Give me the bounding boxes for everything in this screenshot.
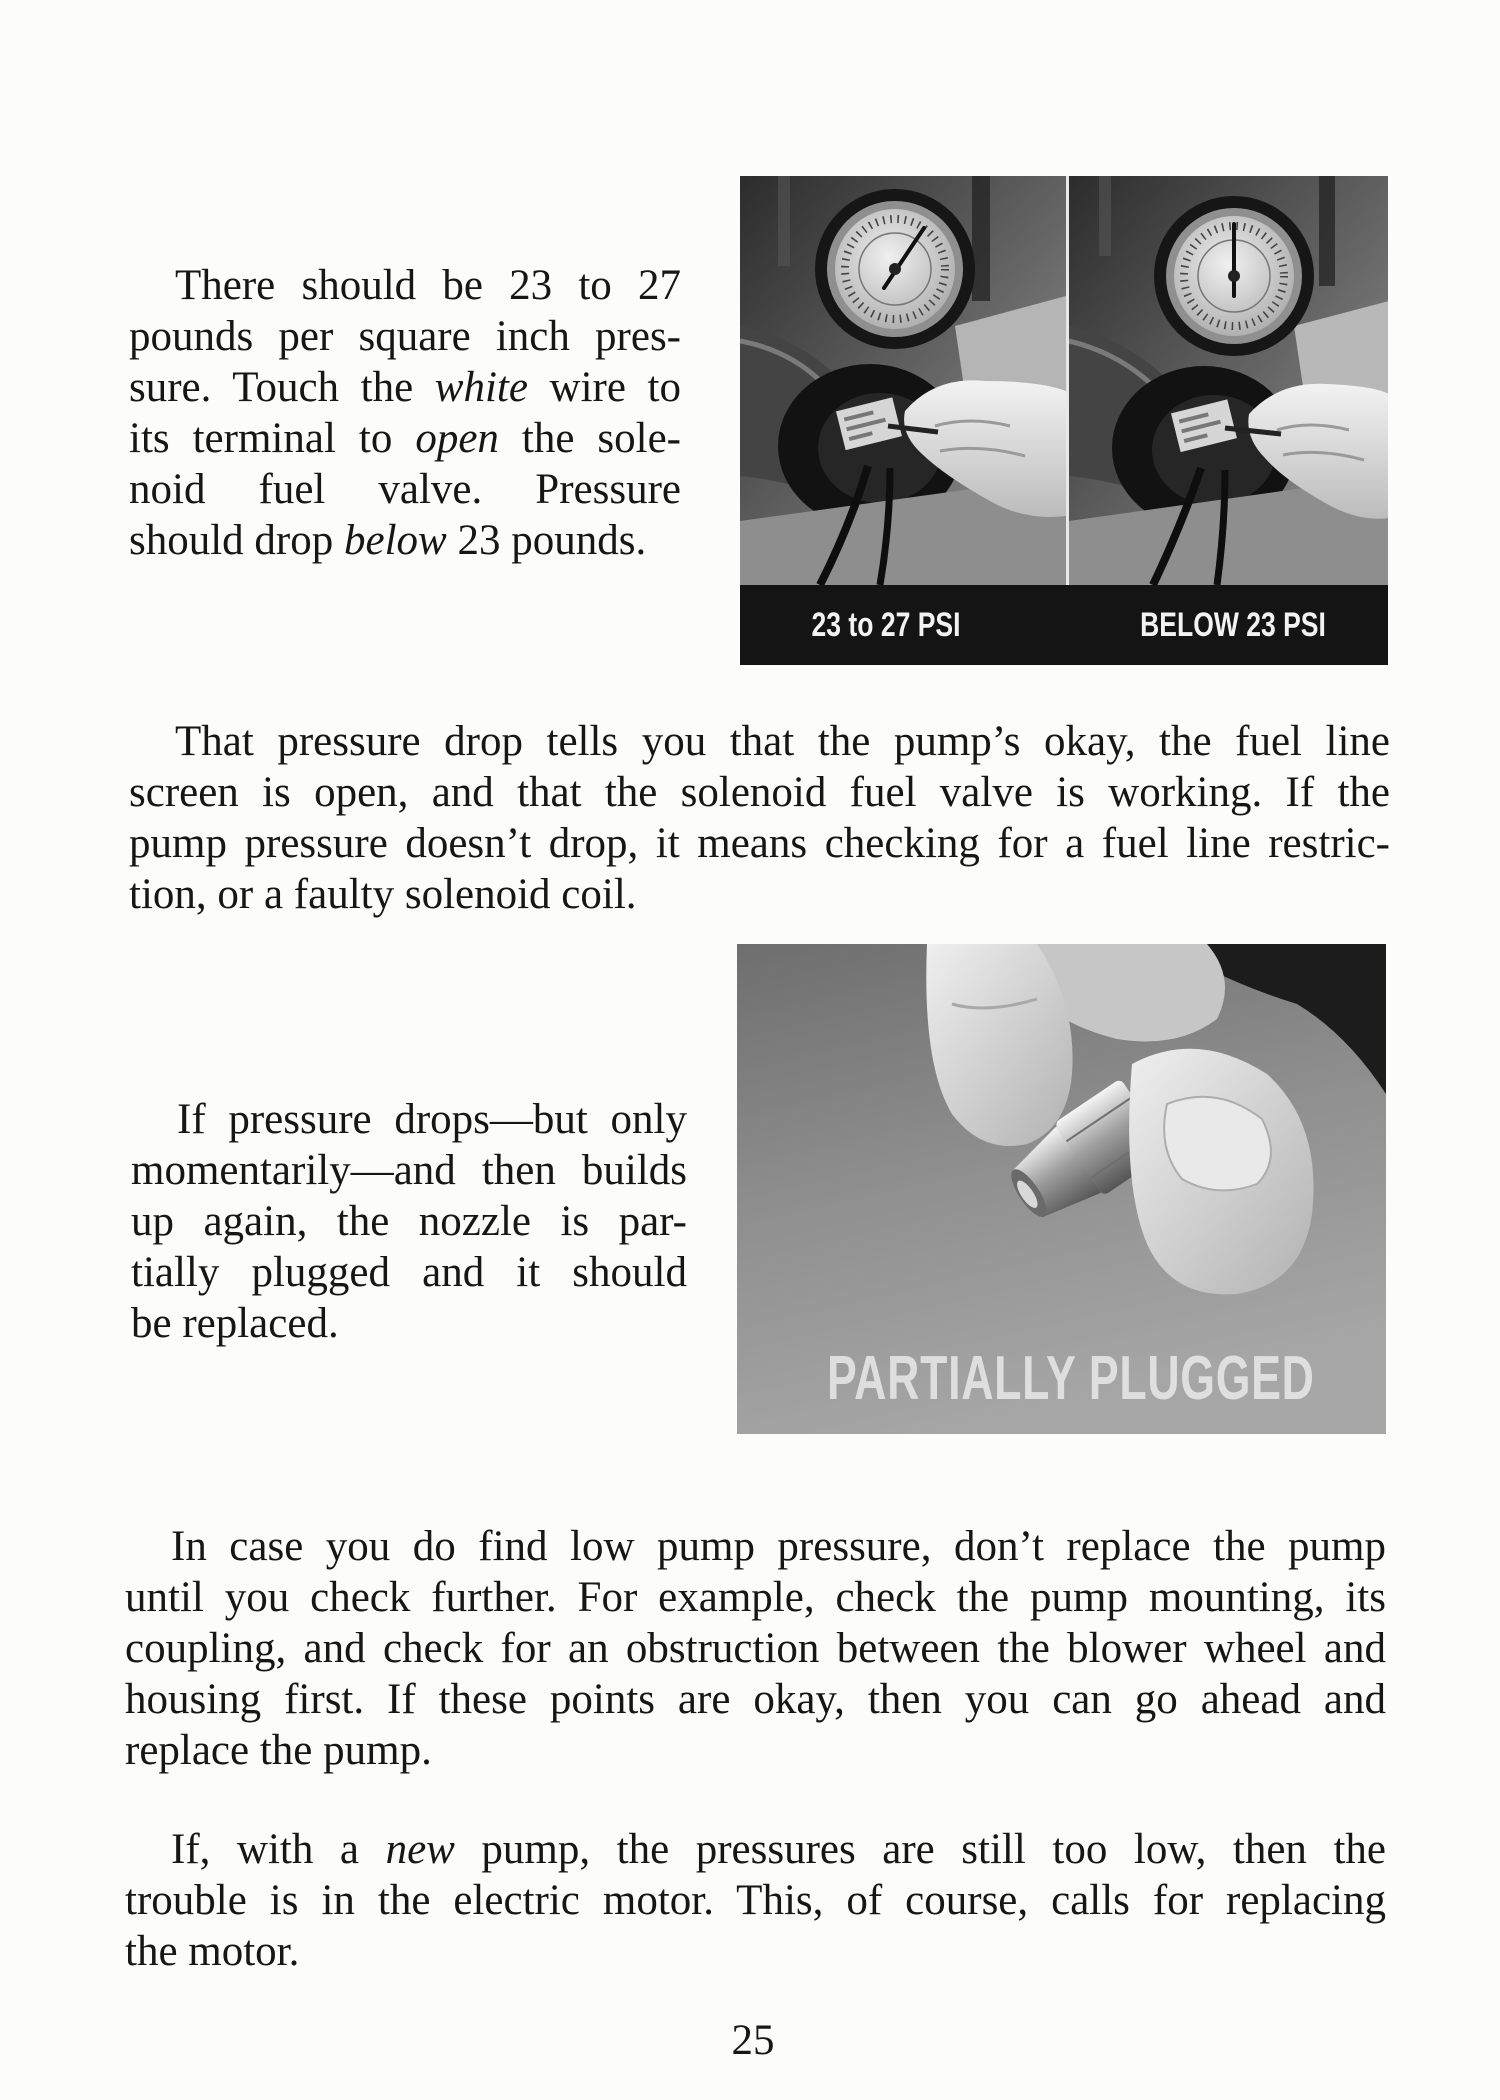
paragraph-low-pump-pressure (125, 1521, 1386, 1776)
text-line (125, 1926, 1386, 1977)
right-photo-panel (1069, 176, 1388, 585)
text-line (129, 362, 681, 413)
text-run: should drop (129, 517, 344, 564)
text-run: pounds per square inch pres- (129, 313, 681, 360)
paragraph-solenoid-valve-test (129, 260, 681, 566)
text-run: tially plugged and it should (131, 1249, 687, 1296)
text-run: pump pressure doesn’t drop, it means checking for a fuel line restric- (129, 820, 1390, 867)
text-run: There should be 23 to 27 (175, 262, 681, 309)
text-line (125, 1725, 1386, 1776)
text-line (131, 1094, 687, 1145)
text-line (129, 413, 681, 464)
text-line (125, 1875, 1386, 1926)
text-line (129, 716, 1390, 767)
text-run: In case you do find low pump pressure, don’t replace the pump (171, 1523, 1386, 1570)
text-line (129, 869, 1390, 920)
text-run: tion, or a faulty solenoid coil. (129, 871, 637, 918)
text-line (131, 1298, 687, 1349)
text-run: screen is open, and that the solenoid fuel valve is working. If the (129, 769, 1390, 816)
text-line (125, 1824, 1386, 1875)
paragraph-partially-plugged (131, 1094, 687, 1349)
text-run: the motor. (125, 1928, 300, 1975)
text-run: noid fuel valve. Pressure (129, 466, 681, 513)
text-run: That pressure drop tells you that the pump’s okay, the fuel line (175, 718, 1390, 765)
text-run: trouble is in the electric motor. This, of course, calls for replacing (125, 1877, 1386, 1924)
panel-divider (1066, 176, 1069, 585)
text-line (131, 1196, 687, 1247)
italic-text: new (385, 1826, 455, 1873)
left-photo-panel (740, 176, 1066, 585)
text-run: until you check further. For example, check the pump mounting, its (125, 1574, 1386, 1621)
text-line (129, 767, 1390, 818)
text-line (131, 1145, 687, 1196)
italic-text: below (344, 517, 447, 564)
pressure-gauge (1154, 196, 1314, 356)
paragraph-new-pump (125, 1824, 1386, 1977)
text-run: housing first. If these points are okay, then you can go ahead and (125, 1676, 1386, 1723)
text-run: wire to (527, 364, 681, 411)
nozzle-photo-figure (737, 944, 1386, 1434)
text-run: the sole- (498, 415, 681, 462)
text-run: 23 pounds. (446, 517, 647, 564)
text-line (129, 260, 681, 311)
text-run: its terminal to (129, 415, 416, 462)
background-pipe (972, 176, 990, 301)
text-line (129, 464, 681, 515)
gauge-caption-left: 23 to 27 PSI (811, 606, 961, 644)
text-line (125, 1674, 1386, 1725)
text-run: replace the pump. (125, 1727, 432, 1774)
text-line (129, 311, 681, 362)
text-run: If pressure drops—but only (177, 1096, 687, 1143)
text-run: coupling, and check for an obstruction between the blower wheel and (125, 1625, 1386, 1672)
paragraph-pressure-drop (129, 716, 1390, 920)
text-line (125, 1572, 1386, 1623)
text-run: be replaced. (131, 1300, 339, 1347)
pressure-gauge (815, 189, 975, 349)
gauge-photo (740, 176, 1388, 665)
nozzle-caption: PARTIALLY PLUGGED (827, 1344, 1315, 1413)
text-line (129, 818, 1390, 869)
text-run: sure. Touch the (129, 364, 435, 411)
gauge-photo-figure (740, 176, 1388, 665)
text-run: up again, the nozzle is par- (131, 1198, 687, 1245)
page-number: 25 (731, 2017, 775, 2064)
text-line (125, 1623, 1386, 1674)
text-run: momentarily—and then builds (131, 1147, 687, 1194)
italic-text: white (434, 364, 528, 411)
text-line (131, 1247, 687, 1298)
italic-text: open (415, 415, 499, 462)
text-run: pump, the pressures are still too low, then the (454, 1826, 1386, 1873)
text-line (129, 515, 681, 566)
text-line (125, 1521, 1386, 1572)
gauge-caption-right: BELOW 23 PSI (1140, 606, 1326, 644)
text-run: If, with a (171, 1826, 386, 1873)
